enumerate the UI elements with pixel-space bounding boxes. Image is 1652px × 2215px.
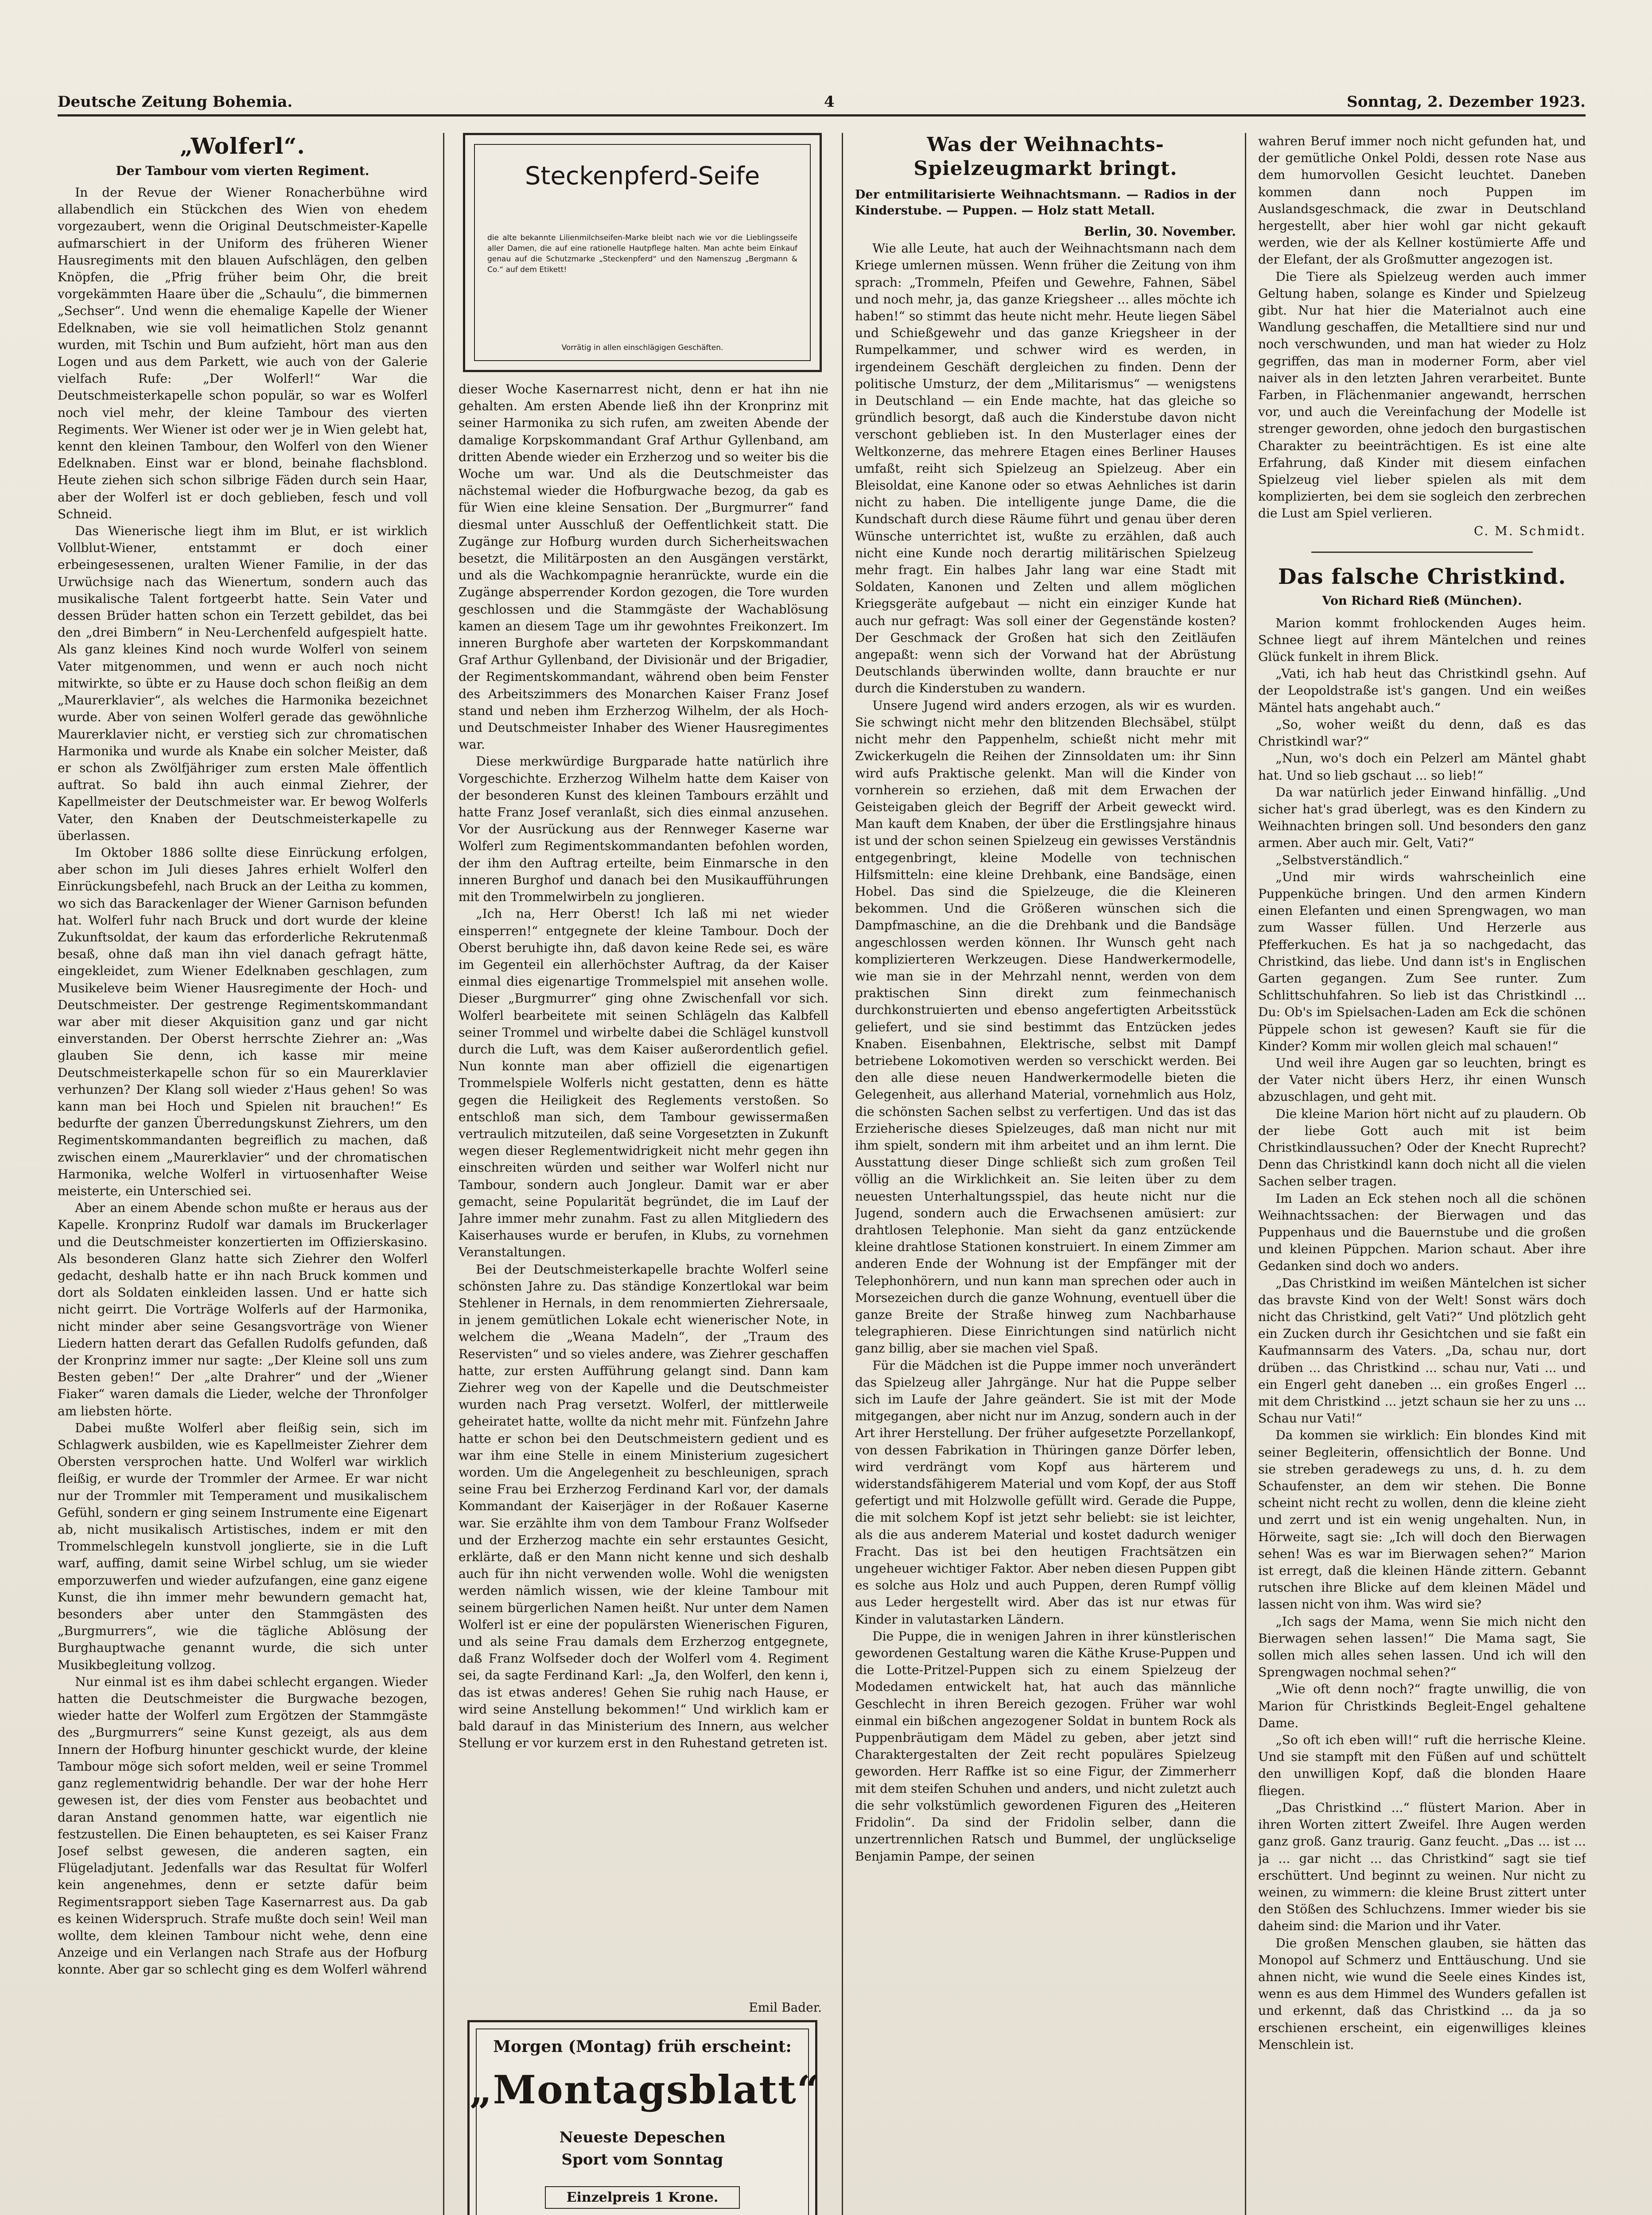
paragraph: „Und mir wirds wahrscheinlich eine Puppenküche bringen. Und den armen Kindern einen Elefanten und einen Sprengwagen, wo man zum Wasser füllen. Und Herzerle aus Pfefferkuchen. Es hat ja so nachgedacht, das Christkind, das liebe. Und dann ist's in Englischen Garten gegangen. Zum See runter. Zum Schlittschuhfahren. So lieb ist das Christkindl ... Du: Ob's im Spielsachen-Laden am Eck die schönen Püppele schon ist gewesen? Kauft sie für die Kinder? Komm mir wollen gleich mal schauen!“: [1258, 869, 1586, 1053]
article-lead: Der entmilitarisierte Weihnachtsmann. — Radios in der Kinderstube. — Puppen. — Holz statt Metall.: [855, 188, 1236, 218]
author-signature: Emil Bader.: [749, 2000, 822, 2015]
paragraph: Die großen Menschen glauben, sie hätten das Monopol auf Schmerz und Enttäuschung. Und sie ahnen nicht, wie wund die Seele eines Kindes ist, wenn es aus dem Himmel des Wunders gefallen ist und erkennt, daß das Christkind ... da ja so erschienen erscheint, ein eigenwilliges kleines Menschlein ist.: [1258, 1935, 1586, 2052]
paragraph: Diese merkwürdige Burgparade hatte natürlich ihre Vorgeschichte. Erzherzog Wilhelm hatte dem Kaiser von der besonderen Kunst des kleinen Tambours erzählt und hatte Franz Josef veranlaßt, sich dies einmal anzusehen. Vor der Ausrückung aus der Rennweger Kaserne war Wolferl zum Regimentskommandanten befohlen worden, der ihm den Auftrag erteilte, beim Einmarsche in den inneren Burghof und danach bei den Musikaufführungen mit den Trommelwirbeln zu jonglieren.: [459, 754, 828, 905]
paragraph: Bei der Deutschmeisterkapelle brachte Wolferl seine schönsten Jahre zu. Das ständige Konzertlokal war beim Stehlener in Hernals, in dem renommierten Ziehrersaale, in jenem gemütlichen Lokale echt wienerischer Note, in welchem die „Weana Madeln“, der „Traum des Reservisten“ und so vieles andere, was Ziehrer geschaffen hatte, zur ersten Aufführung gelangt sind. Dann kam Ziehrer weg von der Kapelle und die Deutschmeister wurden nach Prag versetzt. Wolferl, der mittlerweile geheiratet hatte, wollte da nicht mehr mit. Fünfzehn Jahre hatte er schon bei den Deutschmeistern gedient und es war ihm eine Stelle in einem Ministerium zugesichert worden. Um die Angelegenheit zu beschleunigen, sprach seine Frau bei Erzherzog Ferdinand Karl vor, der damals Kommandant der Kaiserjäger in der Roßauer Kaserne war. Sie erzählte ihm von dem Tambour Franz Wolfseder und der Erzherzog machte ein sehr erstauntes Gesicht, erklärte, daß er den Mann nicht kenne und sich deshalb auch für ihn nicht verwenden wolle. Wohl die wenigsten werden nämlich wissen, wie der kleine Tambour mit seinem bürgerlichen Namen heißt. Nur unter dem Namen Wolferl ist er eine der populärsten Wienerischen Figuren, und als seine Frau damals dem Erzherzog entgegnete, daß Franz Wolfseder doch der Wolferl vom 4. Regiment sei, da sagte Ferdinand Karl: „Ja, den Wolferl, den kenn i, das ist etwas anderes! Gehen Sie ruhig nach Hause, er wird seine Anstellung bekommen!“ Und wirklich kam er bald darauf in das Ministerium des Innern, aus welcher Stellung er vor kurzem erst in den Ruhestand getreten ist.: [459, 1262, 828, 1751]
paragraph: Und weil ihre Augen gar so leuchten, bringt es der Vater nicht übers Herz, ihr einen Wunsch abzuschlagen, und geht mit.: [1258, 1055, 1586, 1104]
paragraph: Das Wienerische liegt ihm im Blut, er ist wirklich Vollblut-Wiener, entstammt er doch einer erbeingesessenen, uralten Wiener Familie, in der das Urwüchsige nach das Wienertum, sondern auch das musikalische Talent fortgeerbt hatte. Sein Vater und dessen Brüder hatten schon ein Terzett gebildet, das bei den „drei Bimbern“ in Neu-Lerchenfeld aufgespielt hatte. Als ganz kleines Kind noch wurde Wolferl von seinem Vater mitgenommen, und wenn er auch noch nicht mitwirkte, so übte er zu Hause doch schon fleißig an dem „Maurerklavier“, als welches die Harmonika bezeichnet wurde. Aber von seinen Wolferl gerade das gewöhnliche Maurerklavier nicht, er verstieg sich zur chromatischen Harmonika und wurde als Knabe ein solcher Meister, daß er schon als Zwölfjähriger zum ersten Male öffentlich auftrat. So bald ihn auch einmal Ziehrer, der Kapellmeister der Deutschmeister war. Er bewog Wolferls Vater, den Knaben der Deutschmeisterkapelle zu überlassen.: [58, 524, 428, 843]
paragraph: Die Puppe, die in wenigen Jahren in ihrer künstlerischen gewordenen Gestaltung waren die Käthe Kruse-Puppen und die Lotte-Pritzel-Puppen sich zu einem Spielzeug der Modedamen entwickelt hat, hat auch das männliche Geschlecht in ihren Bereich gezogen. Früher war wohl einmal ein bißchen angezogener Soldat in buntem Rock als Puppenbräutigam dem Mädel zu geben, aber jetzt sind Charaktergestalten der Zeit recht populäres Spielzeug geworden. Herr Raffke ist so eine Figur, der Zimmerherr mit dem steifen Schuhen und anders, und nicht zuletzt auch die sehr volkstümlich gewordenen Figuren des „Heiteren Fridolin“. Da sind der Fridolin selber, dann die unzertrennlichen Ratsch und Bummel, der unglückselige Benjamin Pampe, der seinen: [855, 1628, 1236, 1864]
paragraph: „Nun, wo's doch ein Pelzerl am Mäntel ghabt hat. Und so lieb gschaut ... so lieb!“: [1258, 751, 1586, 783]
paragraph: „Das Christkind ...“ flüstert Marion. Aber in ihren Worten zittert Zweifel. Ihre Augen werden ganz groß. Ganz traurig. Ganz feucht. „Das ... ist ... ja ... gar nicht ... das Christkind“ sagt sie tief erschüttert. Und beginnt zu weinen. Nur nicht zu weinen, zu wimmern: die kleine Brust zittert unter den Stößen des Schluchzens. Immer wieder bis sie daheim sind: die Marion und ihr Vater.: [1258, 1800, 1586, 1934]
ad-body: die alte bekannte Lilienmilchseifen-Marke bleibt nach wie vor die Lieblingsseife aller Damen, die auf eine rationelle Hautpflege halten. Man achte beim Einkauf genau auf die Schutzmarke „Steckenpferd“ und den Namenszug „Bergmann & Co.“ auf dem Etikett!: [487, 233, 797, 274]
article-wolferl: [58, 133, 428, 2215]
paragraph: Unsere Jugend wird anders erzogen, als wir es wurden. Sie schwingt nicht mehr den blitzenden Blechsäbel, stülpt nicht mehr den Pappenhelm, schießt nicht mehr mit Zwickerkugeln die Reihen der Zinnsoldaten um: ihr Sinn wird aufs Praktische gelenkt. Man will die Kinder von vornherein so erziehen, daß mit dem Erwachen der Geisteigaben gleich der Begriff der Arbeit geweckt wird. Man kauft dem Knaben, der über die Erstlingsjahre hinaus ist und der schon seinen Spielzeug ein gewisses Verständnis entgegenbringt, kleine Modelle von technischen Hilfsmitteln: eine kleine Drehbank, eine Bandsäge, einen Hobel. Das sind die Spielzeuge, die die Kleineren bekommen. Und die Größeren wünschen sich die Dampfmaschine, an die die Drehbank und die Bandsäge angeschlossen werden können. Ihr Wunsch geht nach komplizierteren Werkzeugen. Diese Handwerkermodelle, wie man sie in der Mehrzahl nennt, werden von dem praktischen Sinn direkt zum feinmechanisch durchkonstruierten und ebenso angefertigten Arbeitsstück geliefert, und sie sind bestimmt das Entzücken jedes Knaben. Eisenbahnen, Elektrische, selbst mit Dampf betriebene Lokomotiven werden so verschickt werden. Bei den alle diese neuen Handwerkermodelle bieten die Gelegenheit, aus allerhand Material, vornehmlich aus Holz, die schönsten Sachen selbst zu verfertigen. Und das ist das Erzieherische dieses Spielzeuges, daß man nicht nur mit ihm spielt, sondern mit ihm arbeitet und an ihm lernt. Die Ausstattung dieser Dinge schließt sich zum großen Teil völlig an die Wirklichkeit an. Sie leiten über zu dem neuesten Unterhaltungsspiel, das heute nicht nur die Jugend, sondern auch die Erwachsenen amüsiert: zur drahtlosen Telephonie. Man sieht da ganz entzückende kleine drahtlose Stationen konstruiert. In einem Zimmer am anderen Ende der Wohnung ist der Empfänger mit der Telephonhörern, und nun kann man sprechen oder auch in Morsezeichen durch die ganze Wohnung, eventuell über die ganze Breite der Straße hinweg zum Nachbarhause telegraphieren. Diese Einrichtungen sind natürlich nicht ganz billig, aber sie machen viel Spaß.: [855, 698, 1236, 1356]
ad-feature: Neueste Depeschen: [559, 2129, 726, 2146]
paragraph: Da war natürlich jeder Einwand hinfällig. „Und sicher hat's grad überlegt, was es den Kindern zu Weihnachten bringen soll. Und besonders den ganz armen. Aber auch mir. Gelt, Vati?“: [1258, 785, 1586, 851]
paragraph: „Das Christkind im weißen Mäntelchen ist sicher das bravste Kind von der Welt! Sonst wärs doch nicht das Christkind, gelt Vati?“ Und plötzlich geht ein Zucken durch ihr Gesichtchen und sie faßt ein Kaufmannsarm des Vaters. „Da, schau nur, dort drüben ... das Christkind ... schau nur, Vati ... und ein Engerl geht daneben ... ein großes Engerl ... mit dem Christkind ... jetzt schaun sie her zu uns ... Schau nur Vati!“: [1258, 1275, 1586, 1426]
column-rule: [842, 133, 843, 2215]
author-signature: C. M. Schmidt.: [1473, 523, 1586, 538]
paragraph: „So, woher weißt du denn, daß es das Christkindl war?“: [1258, 717, 1586, 749]
paragraph: Wie alle Leute, hat auch der Weihnachtsmann nach dem Kriege umlernen müssen. Wenn früher die Zeitung von ihm sprach: „Trommeln, Pfeifen und Gewehre, Fahnen, Säbel und noch mehr, ja, das ganze Kriegsheer ... alles möchte ich haben!“ so stimmt das heute nicht mehr. Heute liegen Säbel und Schießgewehr und das ganze Kriegsheer in der Rumpelkammer, und schwer wird es werden, in irgendeinem Geschäft dergleichen zu finden. Denn der politische Umsturz, der dem „Militarismus“ — wenigstens in Deutschland — ein Ende machte, hat das gleiche so gründlich besorgt, daß auch die Kinderstube davon nicht verschont geblieben ist. In den Musterlager eines der Weltkonzerne, das mehrere Etagen eines Berliner Hauses umfaßt, reiht sich Spielzeug an Spielzeug. Aber ein Bleisoldat, eine Kanone oder so etwas Aehnliches ist darin nicht zu haben. Die intelligente junge Dame, die die Kundschaft durch diese Räume führt und genau über deren Wünsche unterrichtet ist, wußte zu erzählen, daß auch nicht eine Kunde noch derartig militärischen Spielzeug mehr fragt. Ein halbes Jahr lang war eine Stadt mit Soldaten, Kanonen und Zelten und allem möglichen Kriegsgeräte aufgebaut — nicht ein einziger Kunde hat auch nur gefragt: Was soll einer der Gegenstände kosten? Der Geschmack der Großen hat sich den Zeitläufen angepaßt: wenn sich der Vorwand hat der Abrüstung Deutschlands überwinden wollte, dann brauchte er nur durch die Kinderstuben zu wandern.: [855, 241, 1236, 696]
paragraph: dieser Woche Kasernarrest nicht, denn er hat ihn nie gehalten. Am ersten Abende ließ ihn der Kronprinz mit seiner Harmonika zu sich rufen, am zweiten Abende der damalige Korpskommandant Graf Arthur Gyllenband, am dritten Abende wieder ein Erzherzog und so weiter bis die Woche um war. Und als die Deutschmeister das nächstemal wieder die Hofburgwache bezog, da gab es für Wien eine kleine Sensation. Der „Burgmurrer“ fand diesmal unter Ausschluß der Oeffentlichkeit statt. Die Zugänge zur Hofburg wurden durch Sicherheitswachen besetzt, die Militärposten an den Ausgängen verstärkt, und als die Wachkompagnie heranrückte, wurde ein die Zugänge absperrender Kordon gezogen, die Tore wurden geschlossen und die Stammgäste der Wachablösung kamen an diesem Tage um ihr gewohntes Freikonzert. Im inneren Burghofe aber warteten der Korpskommandant Graf Arthur Gyllenband, der Divisionär und der Brigadier, der Regimentskommandant, während oben beim Fenster des Arbeitszimmers des Monarchen Kaiser Franz Josef stand und neben ihm Erzherzog Wilhelm, der als Hoch- und Deutschmeister Inhaber des Wiener Hausregimentes war.: [459, 382, 828, 752]
paragraph: Marion kommt frohlockenden Auges heim. Schnee liegt auf ihrem Mäntelchen und reines Glück funkelt in ihrem Blick.: [1258, 615, 1586, 664]
article-title: Was der Weihnachts-Spielzeugmarkt bringt.: [913, 133, 1178, 180]
ad-kicker: Morgen (Montag) früh erscheint:: [493, 2037, 792, 2056]
paragraph: Aber an einem Abende schon mußte er heraus aus der Kapelle. Kronprinz Rudolf war damals im Bruckerlager und die Deutschmeister konzertierten im Offizierskasino. Als besonderen Glanz hatte sich Ziehrer den Wolferl gedacht, deshalb hatte er ihn nach Bruck kommen und dort als Soldaten einkleiden lassen. Und er hatte sich nicht geirrt. Die Vorträge Wolferls auf der Harmonika, nicht minder aber seine Gesangsvorträge von Wiener Liedern hatten derart das Gefallen Rudolfs gefunden, daß der Kronprinz immer nur sagte: „Der Kleine soll uns zum Besten geben!“ Der „alte Drahrer“ und der „Wiener Fiaker“ waren damals die Lieder, welche der Thronfolger am liebsten hörte.: [58, 1201, 428, 1418]
paragraph: Die Tiere als Spielzeug werden auch immer Geltung haben, solange es Kinder und Spielzeug gibt. Nur hat hier die Materialnot auch eine Wandlung geschaffen, die Metalltiere sind nur und noch verschwunden, und man hat wieder zu Holz gegriffen, das man in moderner Form, aber viel naiver als in den letzten Jahren verarbeitet. Bunte Farben, in Flächenmanier angewandt, herrschen vor, und auch die Vereinfachung der Modelle ist strenger geworden, ohne jedoch den burgastischen Charakter zu beeinträchtigen. Es ist eine alte Erfahrung, daß Kinder mit diesem einfachen Spielzeug viel lieber spielen als mit dem komplizierten, bei dem sie sogleich den zerbrechen die Lust am Spiel verlieren.: [1258, 269, 1586, 521]
ad-title: Steckenpferd-Seife: [525, 162, 760, 190]
article-separator: [1311, 552, 1533, 553]
issue-date: Sonntag, 2. Dezember 1923.: [1347, 93, 1586, 111]
ad-footer: Vorrätig in allen einschlägigen Geschäften.: [561, 343, 723, 352]
article-title: „Wolferl“.: [180, 133, 305, 159]
paragraph: Nur einmal ist es ihm dabei schlecht ergangen. Wieder hatten die Deutschmeister die Burgwache bezogen, wieder hatte der Wolferl zum Ergötzen der Stammgäste des „Burgmurrers“ seine Kunst gezeigt, als aus dem Innern der Hofburg hinunter geschickt wurde, der kleine Tambour möge sich sofort melden, weil er seine Trommel ganz reglementwidrig behandle. Der war der hohe Herr gewesen ist, der dies vom Fenster aus beobachtet und daran Anstand genommen hatte, war eigentlich nie festzustellen. Die Einen behaupteten, es sei Kaiser Franz Josef selbst gewesen, die anderen sagten, ein Flügeladjutant. Jedenfalls war das Resultat für Wolferl kein angenehmes, denn er setzte dafür beim Regimentsrapport sieben Tage Kasernarrest aus. Da gab es keinen Widerspruch. Strafe mußte doch sein! Weil man wollte, dem kleinen Tambour nicht wehe, denn eine Anzeige und ein Verlangen nach Strafe aus der Hofburg konnte. Aber gar so schlecht ging es dem Wolferl während: [58, 1674, 428, 1977]
paragraph: wahren Beruf immer noch nicht gefunden hat, und der gemütliche Onkel Poldi, dessen rote Nase aus dem humorvollen Gesicht leuchtet. Daneben kommen dann noch Puppen im Auslandsgeschmack, die zwar in Deutschland hergestellt, aber hier wohl gar nicht gekauft werden, wie der als Kellner kostümierte Affe und der Elefant, der als Großmutter angezogen ist.: [1258, 134, 1586, 267]
paragraph: Da kommen sie wirklich: Ein blondes Kind mit seiner Begleiterin, offensichtlich der Bonne. Und sie streben geradewegs zu uns, d. h. zu dem Schaufenster, an dem wir stehen. Die Bonne scheint nicht recht zu wollen, denn die kleine zieht und zerrt und ist ein wenig ungehalten. Nun, in Hörweite, sagt sie: „Ich will doch den Bierwagen sehen! Was es war im Bierwagen sehen?“ Marion ist erregt, daß die kleinen Hände zittern. Gebannt rutschen ihre Blicke auf dem kleinen Mädel und lassen nicht von ihm. Was wird sie?: [1258, 1428, 1586, 1612]
advertisement-montagsblatt: [467, 2020, 820, 2215]
ad-title: „Montagsblatt“: [470, 2067, 820, 2113]
column-four: [1258, 133, 1586, 2215]
paragraph: „Ich sags der Mama, wenn Sie mich nicht den Bierwagen sehen lassen!“ Die Mama sagt, Sie sollen mich alles sehen lassen. Und ich will den Sprengwagen nochmal sehen?“: [1258, 1614, 1586, 1680]
masthead-title: Deutsche Zeitung Bohemia.: [58, 93, 293, 111]
article-byline: Von Richard Rieß (München).: [1322, 594, 1522, 608]
dateline: Berlin, 30. November.: [1084, 224, 1236, 239]
paragraph: Im Oktober 1886 sollte diese Einrückung erfolgen, aber schon im Juli dieses Jahres erhielt Wolferl den Einrückungsbefehl, nach Bruck an der Leitha zu kommen, wo sich das Barackenlager der Wiener Garnison befunden hat. Wolferl fuhr nach Bruck und dort wurde der kleine Zukunftsoldat, der kaum das erforderliche Rekrutenmaß besaß, ohne daß man ihn viel danach gefragt hätte, eingekleidet, zum Wiener Edelknaben geschlagen, zum Musikeleve beim Wiener Hausregimente der Hoch- und Deutschmeister. Der gestrenge Regimentskommandant war aber mit dieser Akquisition ganz und gar nicht einverstanden. Der Oberst herrschte Ziehrer an: „Was glauben Sie denn, ich kasse mir meine Deutschmeisterkapelle schon für so ein Maurerklavier verhunzen? Der Klang soll wieder z'Haus gehen! So was kann man bei Hoch und Spielen nit brauchen!“ Es bedurfte der ganzen Überredungskunst Ziehrers, um den Regimentskommandanten begreiflich zu machen, daß zwischen einem „Maurerklavier“ und der chromatischen Harmonika, welche Wolferl in virtuosenhafter Weise meisterte, ein Unterschied sei.: [58, 845, 428, 1198]
article-title: Das falsche Christkind.: [1278, 564, 1566, 589]
advertisement-steckenpferd: [463, 133, 822, 372]
paragraph: Die kleine Marion hört nicht auf zu plaudern. Ob der liebe Gott auch mit ist beim Christkindlaussuchen? Oder der Knecht Ruprecht? Denn das Christkindl kann doch nicht all die vielen Sachen selber tragen.: [1258, 1106, 1586, 1189]
article-subtitle: Der Tambour vom vierten Regiment.: [116, 163, 369, 178]
column-rule: [443, 133, 444, 2215]
paragraph: „Ich na, Herr Oberst! Ich laß mi net wieder einsperren!“ entgegnete der kleine Tambour. Doch der Oberst beruhigte ihn, daß davon keine Rede sei, es wäre im Gegenteil ein allerhöchster Auftrag, da der Kaiser einmal dies eigenartige Trommelspiel mit ansehen wolle. Dieser „Burgmurrer“ ging ohne Zwischenfall vor sich. Wolferl bearbeitete mit seinen Schlägeln das Kalbfell seiner Trommel und wirbelte dabei die Schlägel kunstvoll durch die Luft, was dem Kaiser außerordentlich gefiel. Nun konnte man aber offiziell die eigenartigen Trommelspiele Wolferls nicht gestatten, denn es hätte gegen die Heiligkeit des Reglements verstoßen. So entschloß man sich, dem Tambour gewissermaßen vertraulich mitzuteilen, daß seine Vorgesetzten in Zukunft wegen dieser Reglementwidrigkeit nicht mehr gegen ihn einschreiten würden und seither war Wolferl nicht nur Tambour, sondern auch Jongleur. Damit war er aber gemacht, seine Popularität begründet, die im Lauf der Jahre immer mehr zunahm. Fast zu allen Mitgliedern des Kaiserhauses wurde er berufen, in Klubs, zu vornehmen Veranstaltungen.: [459, 906, 828, 1260]
paragraph: „So oft ich eben will!“ ruft die herrische Kleine. Und sie stampft mit den Füßen auf und schüttelt den unwilligen Kopf, daß die blonden Haare fliegen.: [1258, 1733, 1586, 1798]
paragraph: „Wie oft denn noch?“ fragte unwillig, die von Marion für Christkinds Begleit-Engel gehaltene Dame.: [1258, 1682, 1586, 1730]
ad-feature: Sport vom Sonntag: [561, 2151, 723, 2168]
paragraph: In der Revue der Wiener Ronacherbühne wird allabendlich ein Stückchen des Wien von ehedem vorgezaubert, wenn die Original Deutschmeister-Kapelle aufmarschiert in der Uniform des früheren Wiener Hausregiments mit den blauen Aufschlägen, den gelben Knöpfen, die „Pfrig früher beim Ohr, die breit vorgekämmten Haare über die „Schaulu“, die bimmernen „Sechser“. Und wenn die ehemalige Kapelle der Wiener Edelknaben, wie sie voll heimatlichen Stolz genannt wurden, mit Tschin und Bum aufzieht, hört man aus den Logen und aus dem Parkett, wie auch von der Galerie vielfach Rufe: „Der Wolferl!“ War die Deutschmeisterkapelle schon populär, so war es Wolferl noch viel mehr, der kleine Tambour des vierten Regiments. Wer Wiener ist oder wer je in Wien gelebt hat, kennt den kleinen Tambour, den Wolferl von den Wiener Edelknaben. Einst war er blond, beinahe flachsblond. Heute ziehen sich schon silbrige Fäden durch sein Haar, aber der Wolferl ist er doch geblieben, fesch und voll Schneid.: [58, 185, 428, 521]
ad-price: Einzelpreis 1 Krone.: [545, 2186, 740, 2209]
paragraph: „Selbstverständlich.“: [1275, 852, 1409, 867]
header-rule: [58, 114, 1586, 117]
paragraph: Für die Mädchen ist die Puppe immer noch unverändert das Spielzeug aller Jahrgänge. Nur hat die Puppe selber sich im Laufe der Jahre geändert. Sie ist mit der Mode mitgegangen, aber nicht nur im Anzug, sondern auch in der Art ihrer Herstellung. Der früher aufgesetzte Porzellankopf, von dessen Fabrikation in Thüringen ganze Dörfer leben, wird verdrängt vom Kopf aus härterem und widerstandsfähigerem Material und vom Kopf, der aus Stoff gefertigt und mit Holzwolle gefüllt wird. Gerade die Puppe, die mit solchem Kopf ist jetzt sehr beliebt: sie ist leichter, als die aus anderem Material und kostet dadurch weniger Fracht. Das ist bei den heutigen Frachtsätzen ein ungeheuer wichtiger Faktor. Aber neben diesen Puppen gibt es solche aus Holz und auch Puppen, deren Rumpf völlig aus Leder hergestellt wird. Aber das ist nur etwas für Kinder in valutastarken Ländern.: [855, 1358, 1236, 1627]
article-wolferl-continued: [459, 381, 828, 2011]
paragraph: Im Laden an Eck stehen noch all die schönen Weihnachtssachen: der Bierwagen und das Puppenhaus und die Bauernstube und die großen und kleinen Püppchen. Marion schaut. Aber ihre Gedanken sind doch wo anders.: [1258, 1191, 1586, 1274]
paragraph: Dabei mußte Wolferl aber fleißig sein, sich im Schlagwerk ausbilden, wie es Kapellmeister Ziehrer dem Obersten versprochen hatte. Und Wolferl war wirklich fleißig, er wurde der Trommler der Armee. Er war nicht nur der Trommler mit Temperament und musikalischem Gefühl, sondern er ging seinem Instrumente eine Eigenart ab, nicht musikalisch Artistisches, indem er mit den Trommelschlegeln kunstvoll jonglierte, sie in die Luft warf, auffing, damit seine Wirbel schlug, um sie wieder emporzuwerfen und wieder aufzufangen, eine ganz eigene Kunst, die ihn immer mehr bewundern gemacht hat, besonders aber unter den Stammgästen des „Burgmurrers“, wie die tägliche Ablösung der Burghauptwache genannt wurde, die sich unter Musikbegleitung vollzog.: [58, 1420, 428, 1672]
column-rule: [1245, 133, 1246, 2215]
article-toymarket: [855, 133, 1236, 2215]
paragraph: „Vati, ich hab heut das Christkindl gsehn. Auf der Leopoldstraße ist's gangen. Und ein weißes Mäntel hats angehabt auch.“: [1258, 666, 1586, 715]
page-number: 4: [824, 93, 835, 111]
